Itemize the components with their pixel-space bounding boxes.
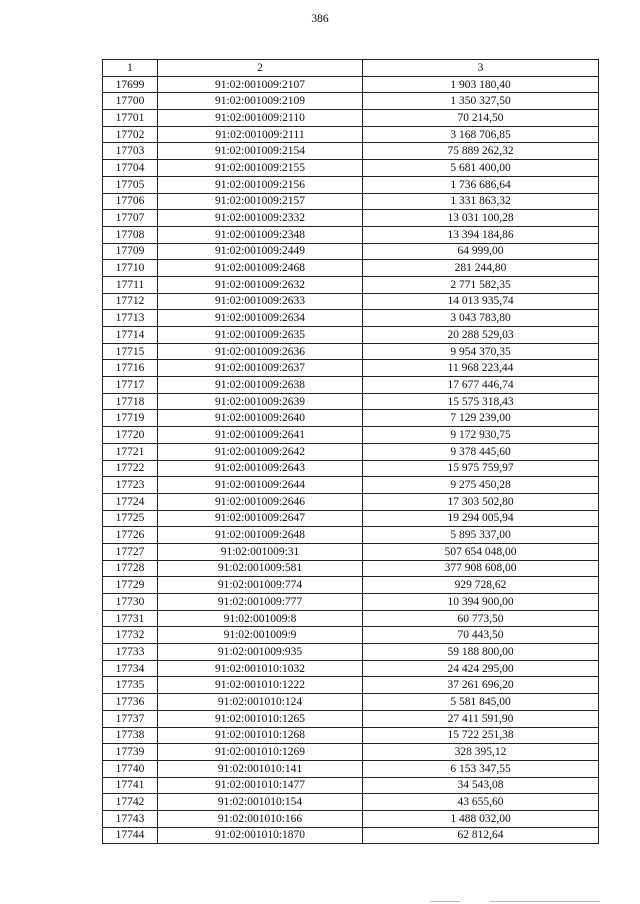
cadastral-number-cell: 91:02:001009:2638 [158, 377, 363, 394]
cadastral-number-cell: 91:02:001009:2107 [158, 76, 363, 93]
cadastral-number-cell: 91:02:001009:581 [158, 560, 363, 577]
row-number-cell: 17714 [103, 327, 158, 344]
value-cell: 15 575 318,43 [363, 393, 599, 410]
cadastral-number-cell: 91:02:001009:2449 [158, 243, 363, 260]
row-number-cell: 17718 [103, 393, 158, 410]
cadastral-number-cell: 91:02:001009:2633 [158, 293, 363, 310]
cadastral-number-cell: 91:02:001009:8 [158, 610, 363, 627]
value-cell: 3 043 783,80 [363, 310, 599, 327]
cadastral-number-cell: 91:02:001009:2642 [158, 443, 363, 460]
value-cell: 20 288 529,03 [363, 327, 599, 344]
row-number-cell: 17736 [103, 694, 158, 711]
cadastral-number-cell: 91:02:001009:2157 [158, 193, 363, 210]
cadastral-number-cell: 91:02:001010:1222 [158, 677, 363, 694]
value-cell: 5 581 845,00 [363, 694, 599, 711]
table-row [103, 644, 599, 661]
row-number-cell: 17700 [103, 93, 158, 110]
row-number-cell: 17729 [103, 577, 158, 594]
cadastral-number-cell: 91:02:001009:2639 [158, 393, 363, 410]
value-cell: 17 303 502,80 [363, 493, 599, 510]
table-row [103, 393, 599, 410]
cadastral-number-cell: 91:02:001009:2109 [158, 93, 363, 110]
table-header-row [103, 60, 599, 77]
table-row [103, 76, 599, 93]
value-cell: 27 411 591,90 [363, 710, 599, 727]
row-number-cell: 17734 [103, 660, 158, 677]
table-row [103, 560, 599, 577]
cadastral-number-cell: 91:02:001010:154 [158, 794, 363, 811]
cadastral-number-cell: 91:02:001009:2640 [158, 410, 363, 427]
value-cell: 10 394 900,00 [363, 594, 599, 611]
table-row [103, 760, 599, 777]
cadastral-number-cell: 91:02:001010:1268 [158, 727, 363, 744]
column-header-3: 3 [363, 60, 599, 77]
value-cell: 9 275 450,28 [363, 477, 599, 494]
table-row [103, 627, 599, 644]
value-cell: 43 655,60 [363, 794, 599, 811]
cadastral-number-cell: 91:02:001009:774 [158, 577, 363, 594]
cadastral-number-cell: 91:02:001009:2634 [158, 310, 363, 327]
row-number-cell: 17739 [103, 744, 158, 761]
cadastral-number-cell: 91:02:001009:2648 [158, 527, 363, 544]
cadastral-number-cell: 91:02:001009:2641 [158, 427, 363, 444]
cadastral-number-cell: 91:02:001010:1269 [158, 744, 363, 761]
value-cell: 62 812,64 [363, 827, 599, 844]
value-cell: 70 443,50 [363, 627, 599, 644]
value-cell: 5 895 337,00 [363, 527, 599, 544]
table-row [103, 143, 599, 160]
value-cell: 1 350 327,50 [363, 93, 599, 110]
scan-edge-mark [490, 901, 600, 902]
cadastral-value-table [102, 59, 599, 844]
table-row [103, 710, 599, 727]
cadastral-number-cell: 91:02:001009:2647 [158, 510, 363, 527]
row-number-cell: 17732 [103, 627, 158, 644]
cadastral-number-cell: 91:02:001009:31 [158, 543, 363, 560]
table-row [103, 243, 599, 260]
value-cell: 1 736 686,64 [363, 176, 599, 193]
value-cell: 6 153 347,55 [363, 760, 599, 777]
table-row [103, 427, 599, 444]
cadastral-number-cell: 91:02:001010:1477 [158, 777, 363, 794]
value-cell: 3 168 706,85 [363, 126, 599, 143]
row-number-cell: 17733 [103, 644, 158, 661]
table-row [103, 310, 599, 327]
cadastral-number-cell: 91:02:001009:2643 [158, 460, 363, 477]
table-row [103, 777, 599, 794]
cadastral-number-cell: 91:02:001009:2348 [158, 226, 363, 243]
value-cell: 328 395,12 [363, 744, 599, 761]
table-row [103, 327, 599, 344]
cadastral-number-cell: 91:02:001010:166 [158, 810, 363, 827]
cadastral-number-cell: 91:02:001009:2468 [158, 260, 363, 277]
table-row [103, 827, 599, 844]
row-number-cell: 17722 [103, 460, 158, 477]
table-row [103, 677, 599, 694]
row-number-cell: 17723 [103, 477, 158, 494]
value-cell: 1 903 180,40 [363, 76, 599, 93]
value-cell: 9 954 370,35 [363, 343, 599, 360]
row-number-cell: 17701 [103, 110, 158, 127]
row-number-cell: 17711 [103, 276, 158, 293]
row-number-cell: 17708 [103, 226, 158, 243]
table-row [103, 577, 599, 594]
row-number-cell: 17716 [103, 360, 158, 377]
cadastral-number-cell: 91:02:001009:2332 [158, 210, 363, 227]
cadastral-number-cell: 91:02:001009:2637 [158, 360, 363, 377]
value-cell: 75 889 262,32 [363, 143, 599, 160]
table-row [103, 193, 599, 210]
page-number: 386 [311, 13, 329, 25]
row-number-cell: 17725 [103, 510, 158, 527]
row-number-cell: 17705 [103, 176, 158, 193]
row-number-cell: 17731 [103, 610, 158, 627]
table-row [103, 493, 599, 510]
column-header-2: 2 [158, 60, 363, 77]
table-row [103, 694, 599, 711]
row-number-cell: 17740 [103, 760, 158, 777]
table-row [103, 443, 599, 460]
row-number-cell: 17715 [103, 343, 158, 360]
table-row [103, 293, 599, 310]
cadastral-number-cell: 91:02:001009:2155 [158, 160, 363, 177]
row-number-cell: 17706 [103, 193, 158, 210]
cadastral-number-cell: 91:02:001010:1265 [158, 710, 363, 727]
row-number-cell: 17699 [103, 76, 158, 93]
table-row [103, 527, 599, 544]
row-number-cell: 17741 [103, 777, 158, 794]
row-number-cell: 17702 [103, 126, 158, 143]
value-cell: 64 999,00 [363, 243, 599, 260]
cadastral-number-cell: 91:02:001009:2154 [158, 143, 363, 160]
value-cell: 15 975 759,97 [363, 460, 599, 477]
scan-edge-mark [430, 901, 460, 902]
cadastral-number-cell: 91:02:001010:1032 [158, 660, 363, 677]
row-number-cell: 17728 [103, 560, 158, 577]
value-cell: 13 394 184,86 [363, 226, 599, 243]
value-cell: 17 677 446,74 [363, 377, 599, 394]
value-cell: 60 773,50 [363, 610, 599, 627]
table-row [103, 794, 599, 811]
table-row [103, 744, 599, 761]
table-row [103, 510, 599, 527]
table-row [103, 110, 599, 127]
table-row [103, 660, 599, 677]
table-row [103, 260, 599, 277]
value-cell: 2 771 582,35 [363, 276, 599, 293]
row-number-cell: 17709 [103, 243, 158, 260]
column-header-1: 1 [103, 60, 158, 77]
cadastral-number-cell: 91:02:001009:9 [158, 627, 363, 644]
row-number-cell: 17712 [103, 293, 158, 310]
value-cell: 13 031 100,28 [363, 210, 599, 227]
value-cell: 70 214,50 [363, 110, 599, 127]
cadastral-number-cell: 91:02:001009:2111 [158, 126, 363, 143]
table-row [103, 727, 599, 744]
table-row [103, 343, 599, 360]
table-row [103, 543, 599, 560]
table-row [103, 594, 599, 611]
cadastral-number-cell: 91:02:001009:2644 [158, 477, 363, 494]
value-cell: 9 172 930,75 [363, 427, 599, 444]
value-cell: 507 654 048,00 [363, 543, 599, 560]
value-cell: 1 488 032,00 [363, 810, 599, 827]
cadastral-number-cell: 91:02:001010:141 [158, 760, 363, 777]
cadastral-number-cell: 91:02:001009:2635 [158, 327, 363, 344]
row-number-cell: 17727 [103, 543, 158, 560]
row-number-cell: 17742 [103, 794, 158, 811]
value-cell: 281 244,80 [363, 260, 599, 277]
value-cell: 19 294 005,94 [363, 510, 599, 527]
value-cell: 5 681 400,00 [363, 160, 599, 177]
table-row [103, 610, 599, 627]
row-number-cell: 17707 [103, 210, 158, 227]
value-cell: 1 331 863,32 [363, 193, 599, 210]
value-cell: 7 129 239,00 [363, 410, 599, 427]
cadastral-number-cell: 91:02:001009:2110 [158, 110, 363, 127]
table-row [103, 410, 599, 427]
row-number-cell: 17724 [103, 493, 158, 510]
table-row [103, 360, 599, 377]
value-cell: 15 722 251,38 [363, 727, 599, 744]
table-row [103, 226, 599, 243]
row-number-cell: 17737 [103, 710, 158, 727]
row-number-cell: 17710 [103, 260, 158, 277]
table-row [103, 810, 599, 827]
row-number-cell: 17713 [103, 310, 158, 327]
row-number-cell: 17717 [103, 377, 158, 394]
table-row [103, 126, 599, 143]
row-number-cell: 17738 [103, 727, 158, 744]
cadastral-number-cell: 91:02:001009:2636 [158, 343, 363, 360]
table-row [103, 276, 599, 293]
row-number-cell: 17730 [103, 594, 158, 611]
table-row [103, 176, 599, 193]
row-number-cell: 17743 [103, 810, 158, 827]
value-cell: 377 908 608,00 [363, 560, 599, 577]
cadastral-number-cell: 91:02:001009:2156 [158, 176, 363, 193]
value-cell: 24 424 295,00 [363, 660, 599, 677]
table-row [103, 377, 599, 394]
cadastral-number-cell: 91:02:001009:935 [158, 644, 363, 661]
value-cell: 34 543,08 [363, 777, 599, 794]
value-cell: 14 013 935,74 [363, 293, 599, 310]
cadastral-number-cell: 91:02:001010:124 [158, 694, 363, 711]
row-number-cell: 17719 [103, 410, 158, 427]
row-number-cell: 17720 [103, 427, 158, 444]
cadastral-number-cell: 91:02:001009:2646 [158, 493, 363, 510]
row-number-cell: 17735 [103, 677, 158, 694]
row-number-cell: 17726 [103, 527, 158, 544]
cadastral-number-cell: 91:02:001010:1870 [158, 827, 363, 844]
row-number-cell: 17703 [103, 143, 158, 160]
value-cell: 59 188 800,00 [363, 644, 599, 661]
table-row [103, 93, 599, 110]
cadastral-number-cell: 91:02:001009:2632 [158, 276, 363, 293]
table-body [103, 76, 599, 844]
row-number-cell: 17704 [103, 160, 158, 177]
row-number-cell: 17744 [103, 827, 158, 844]
table-row [103, 460, 599, 477]
value-cell: 9 378 445,60 [363, 443, 599, 460]
value-cell: 11 968 223,44 [363, 360, 599, 377]
table-row [103, 210, 599, 227]
row-number-cell: 17721 [103, 443, 158, 460]
cadastral-number-cell: 91:02:001009:777 [158, 594, 363, 611]
value-cell: 37 261 696,20 [363, 677, 599, 694]
table-row [103, 160, 599, 177]
table-row [103, 477, 599, 494]
value-cell: 929 728,62 [363, 577, 599, 594]
